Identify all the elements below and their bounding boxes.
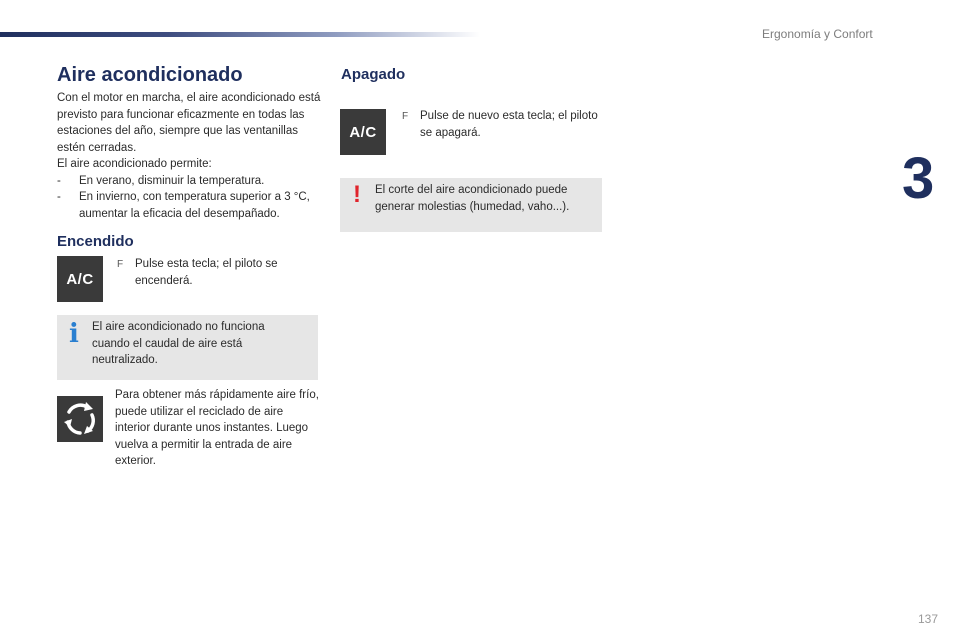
info-note-box — [57, 315, 318, 380]
warning-icon: ! — [353, 181, 361, 208]
step-arrow-icon: F — [117, 259, 124, 270]
encendido-step-text: Pulse esta tecla; el piloto se encenderá. — [135, 258, 278, 287]
warning-note-box — [340, 178, 602, 232]
intro-bullet — [57, 173, 321, 190]
page-title: Aire acondicionado — [57, 64, 243, 86]
recirculation-symbol — [57, 396, 103, 442]
chapter-number: 3 — [902, 146, 935, 211]
warning-note-text: El corte del aire acondicionado puede generar molestias (humedad, vaho...). — [375, 184, 570, 213]
apagado-step-text: Pulse de nuevo esta tecla; el piloto se apagará. — [420, 110, 598, 139]
intro-bullet — [57, 189, 321, 222]
intro-paragraph: Con el motor en marcha, el aire acondicionado está previsto para funcionar eficazmente en todas las estaciones del año, siempre que las ventanillas estén cerradas. — [57, 92, 321, 154]
info-note-text: El aire acondicionado no funciona cuando el caudal de aire está neutralizado. — [92, 321, 265, 366]
bullet-text: En invierno, con temperatura superior a 3 °C, aumentar la eficacia del desempañado. — [79, 191, 310, 220]
recirculation-text: Para obtener más rápidamente aire frío, puede utilizar el reciclado de aire interior durante unos instantes. Luego vuelva a permitir la entrada de aire exterior. — [115, 389, 319, 467]
encendido-step — [117, 256, 317, 289]
intro-text — [57, 90, 321, 222]
header-color-bar — [0, 32, 480, 37]
section-label: Ergonomía y Confort — [762, 27, 873, 41]
intro-permits: El aire acondicionado permite: — [57, 158, 212, 170]
apagado-heading: Apagado — [341, 66, 406, 83]
ac-button-icon: A/C — [340, 109, 386, 155]
encendido-heading: Encendido — [57, 233, 134, 250]
bullet-dash: - — [57, 191, 61, 203]
air-recirculation-icon — [57, 396, 103, 442]
bullet-dash: - — [57, 174, 61, 187]
apagado-step — [402, 108, 602, 141]
info-icon: i — [69, 319, 79, 349]
step-arrow-icon: F — [402, 111, 409, 122]
bullet-text: En verano, disminuir la temperatura. — [79, 174, 265, 187]
page-number: 137 — [917, 612, 938, 626]
ac-button-icon: A/C — [57, 256, 103, 302]
